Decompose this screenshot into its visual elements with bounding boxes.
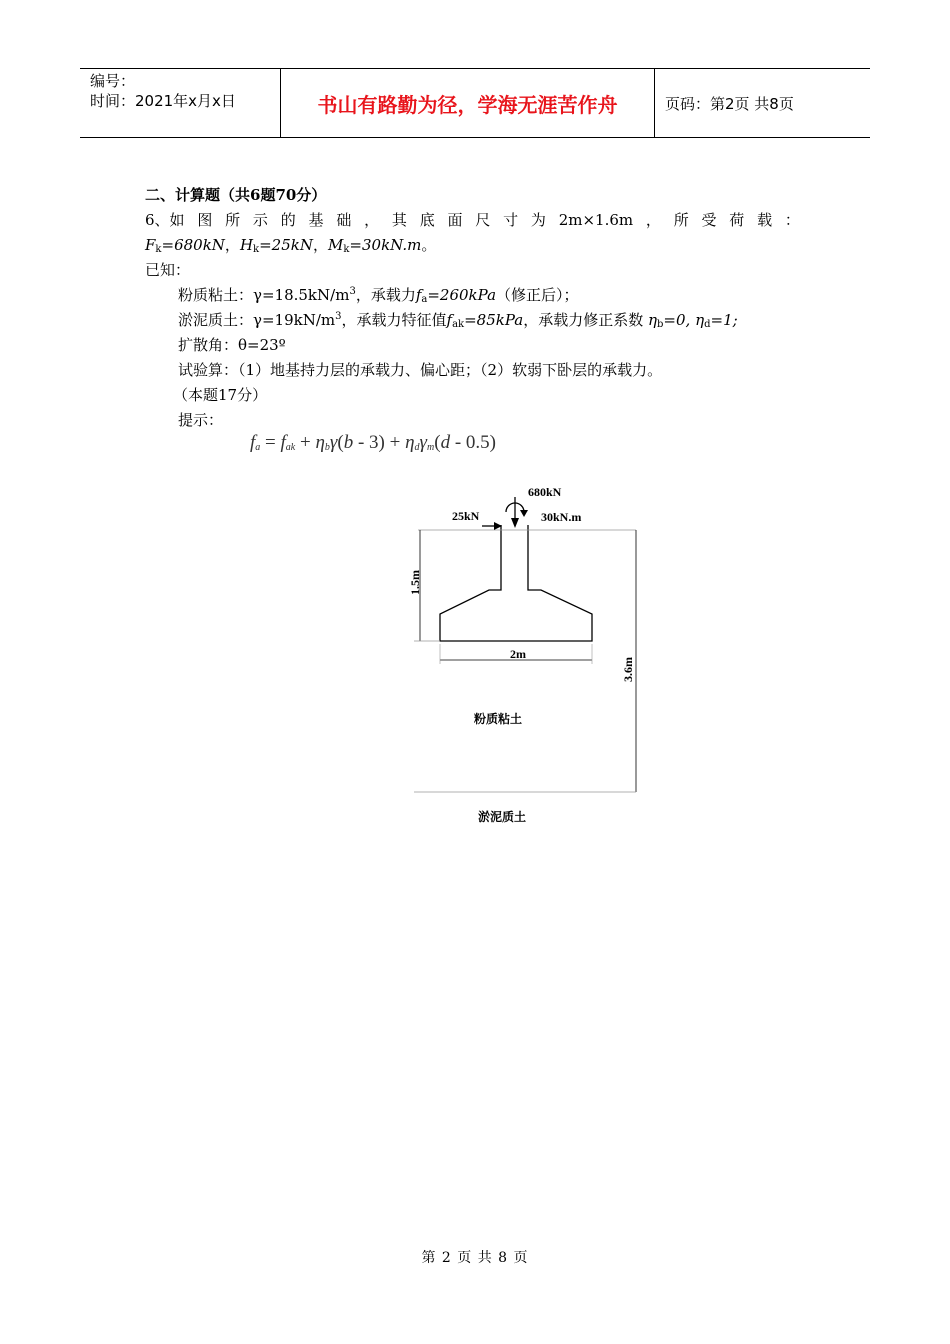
question-line-1-part: 础 <box>336 211 352 229</box>
mucky-soil-prefix: 淤泥质土：γ=19kN/m <box>178 311 336 329</box>
header-motto: 书山有路勤为径，学海无涯苦作舟 <box>281 69 655 137</box>
silty-clay-mid: ，承载力 <box>355 286 416 304</box>
horizontal-load-label: 25kN <box>452 509 480 523</box>
question-line-1-part: 受 <box>701 211 717 229</box>
load-m: 30kN.m <box>362 236 422 254</box>
question-line-1-part: 图 <box>197 211 213 229</box>
eta-d: =1; <box>710 311 738 329</box>
silty-clay-line: 粉质粘土：$\gamma=18.5kN/m^3$，承载力$f_a=260kPa$（修正后）； <box>178 286 579 305</box>
question-line-1-part: 所 <box>673 211 689 229</box>
mucky-soil-line: 淤泥质土：$\gamma=19kN/m^3$，承载力特征值$f_{ak}=85kPa$，承载力修正系数 $\eta_b=0$, $\eta_d=1$; <box>178 311 738 330</box>
silty-clay-sup: 3 <box>349 286 356 297</box>
footing-outline <box>440 525 592 641</box>
upper-soil-label: 粉质粘土 <box>474 712 523 726</box>
question-line-1-part: ， <box>645 211 661 229</box>
question-line-1-part: 载 <box>757 211 773 229</box>
mucky-soil-fak: =85kPa <box>464 311 524 329</box>
moment-label: 30kN.m <box>541 510 582 524</box>
question-line-1-part: 寸 <box>503 211 519 229</box>
eta-b: =0, <box>663 311 691 329</box>
page-footer: 第 2 页 共 8 页 <box>421 1250 529 1266</box>
time-label: 时间：2021年x月x日 <box>90 92 236 110</box>
number-label: 编号： <box>90 72 136 90</box>
question-line-1-part: 6、如 <box>145 211 185 229</box>
question-line-1-part: 示 <box>252 211 268 229</box>
question-line-1-part: 基 <box>308 211 324 229</box>
mucky-soil-sup: 3 <box>335 311 342 322</box>
question-line-1-part: 荷 <box>729 211 745 229</box>
moment-arrowhead <box>520 510 528 517</box>
question-line-1-part: 底 <box>419 211 435 229</box>
question-loads: $F_k=680kN$，$H_k=25kN$，$M_k=30kN.m$。 <box>145 236 437 255</box>
lower-soil-label: 淤泥质土 <box>478 810 527 824</box>
score-line: （本题17分） <box>173 386 268 404</box>
load-f: 680kN <box>174 236 225 254</box>
hint-label: 提示： <box>178 411 224 429</box>
section-title: 二、计算题（共6题70分） <box>145 186 327 204</box>
silty-clay-fa: =260kPa <box>427 286 497 304</box>
question-line-1-part: 为 <box>530 211 546 229</box>
question-line-1-part: ， <box>364 211 380 229</box>
mucky-soil-coef: ，承载力修正系数 <box>523 311 644 329</box>
silty-clay-prefix: 粉质粘土：γ=18.5kN/m <box>178 286 350 304</box>
vertical-load-label: 680kN <box>528 485 562 499</box>
silty-clay-suffix: （修正后）； <box>496 286 579 304</box>
question-line-1-part: 尺 <box>475 211 491 229</box>
vertical-load-arrowhead <box>511 518 519 528</box>
header-page-info: 页码：第2页 共8页 <box>665 94 794 113</box>
question-line-1-part: 所 <box>225 211 241 229</box>
question-line-1-part: ： <box>784 211 800 229</box>
question-line-1-part: 其 <box>391 211 407 229</box>
width-label: 2m <box>510 647 526 661</box>
question-line-1-part: 面 <box>447 211 463 229</box>
depth-label: 1.5m <box>408 570 422 595</box>
thickness-label: 3.6m <box>621 657 635 682</box>
load-h: 25kN <box>271 236 313 254</box>
question-line-1-part: 的 <box>280 211 296 229</box>
task-line: 试验算：（1）地基持力层的承载力、偏心距；（2）软弱下卧层的承载力。 <box>178 361 663 379</box>
mucky-soil-mid: ，承载力特征值 <box>341 311 447 329</box>
known-label: 已知： <box>145 261 191 279</box>
hint-formula: $f_a = f_{ak} + \eta_b\gamma(b - 3) + \eta_d\gamma_m(d - 0.5)$ <box>250 432 496 453</box>
question-line-1-part: 2m×1.6m <box>558 211 634 229</box>
angle-line: 扩散角：θ=23º <box>178 336 286 354</box>
